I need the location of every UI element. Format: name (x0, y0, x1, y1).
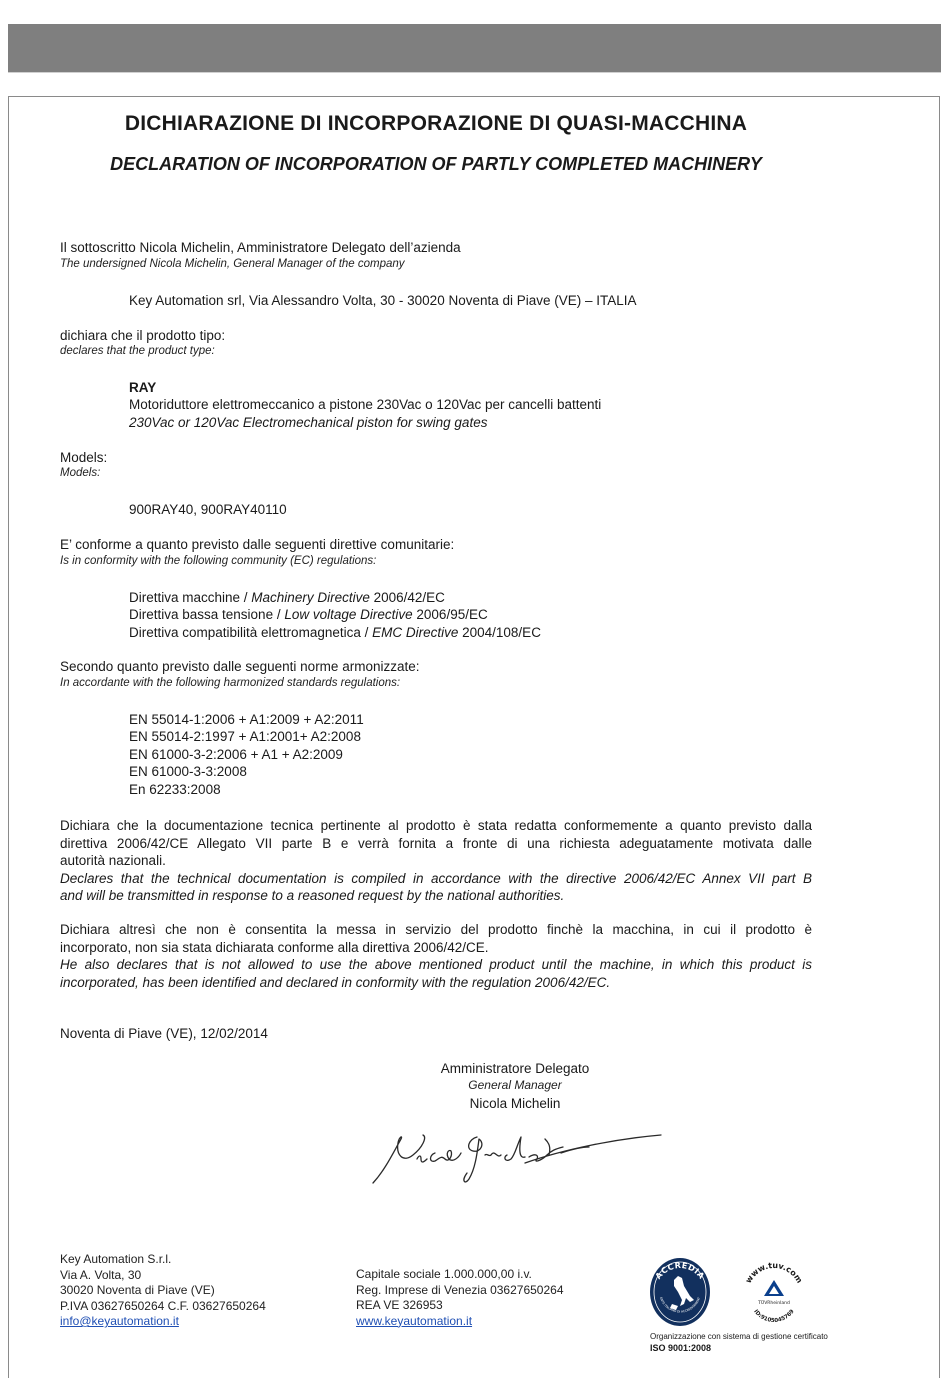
intro-en: The undersigned Nicola Michelin, General Manager of the company (60, 258, 405, 270)
footer-registry: Reg. Imprese di Venezia 03627650264 (356, 1282, 564, 1297)
signatory-role-en: General Manager (468, 1078, 562, 1092)
standard-item: EN 61000-3-2:2006 + A1 + A2:2009 (129, 747, 343, 762)
conformity-en: Is in conformity with the following community (EC) regulations: (60, 555, 377, 567)
directive-row: Direttiva macchine / Machinery Directive 2006/42/EC (129, 590, 445, 605)
accredia-text: ACCREDIA (653, 1260, 707, 1281)
product-name: RAY (129, 380, 157, 395)
product-desc-it: Motoriduttore elettromeccanico a pistone 230Vac o 120Vac per cancelli battenti (129, 397, 602, 412)
models-value: 900RAY40, 900RAY40110 (129, 502, 287, 517)
tuv-id: ID:9105045769 (752, 1308, 796, 1325)
conformity-it: E’ conforme a quanto previsto dalle seguenti direttive comunitarie: (60, 537, 455, 552)
standard-item: EN 55014-2:1997 + A1:2001+ A2:2008 (129, 729, 361, 744)
tuv-name: TÜVRheinland (758, 1301, 790, 1306)
place-date: Noventa di Piave (VE), 12/02/2014 (60, 1026, 268, 1041)
signature-text: Nicola Michelin (365, 1125, 372, 1126)
models-label-en: Models: (60, 467, 101, 479)
product-desc-en: 230Vac or 120Vac Electromechanical piston for swing gates (129, 415, 488, 430)
standard-item: EN 55014-1:2006 + A1:2009 + A2:2011 (129, 712, 364, 727)
footer-street: Via A. Volta, 30 (60, 1267, 142, 1282)
certification-caption: Organizzazione con sistema di gestione certificato (650, 1332, 828, 1341)
footer-tax: P.IVA 03627650264 C.F. 03627650264 (60, 1298, 266, 1313)
signatory-name: Nicola Michelin (469, 1096, 561, 1111)
declares-it: dichiara che il prodotto tipo: (60, 328, 226, 343)
document-title: DICHIARAZIONE DI INCORPORAZIONE DI QUASI-MACCHINA (124, 112, 748, 135)
iso-label: ISO 9001:2008 (650, 1343, 712, 1353)
directive-row: Direttiva compatibilità elettromagnetica / EMC Directive 2004/108/EC (129, 625, 541, 640)
signatory-role-it: Amministratore Delegato (440, 1061, 590, 1076)
accredia-subtext: ENTE ITALIANO DI ACCREDITAMENT (658, 1296, 702, 1314)
technical-documentation-paragraph: Dichiara che la documentazione tecnica pertinente al prodotto è stata redatta conformemente a quanto previsto dalla direttiva 2006/42/CE Allegato VII parte B e verrà fornita a fronte di una richiesta adeguatamente motivata dalle autorità nazionali. Declares that the technical documentation is compiled in accordance with the directive 2006/42/EC Annex VII part B and will be transmitted in response to a reasoned request by the national authorities. (60, 818, 812, 904)
footer-city: 30020 Noventa di Piave (VE) (60, 1283, 215, 1297)
models-label-it: Models: (60, 450, 108, 465)
footer-rea: REA VE 326953 (356, 1298, 443, 1312)
directive-row: Direttiva bassa tensione / Low voltage Directive 2006/95/EC (129, 607, 488, 622)
standard-item: En 62233:2008 (129, 782, 221, 797)
header-bar (8, 24, 941, 72)
standard-item: EN 61000-3-3:2008 (129, 764, 247, 779)
footer-capital: Capitale sociale 1.000.000,00 i.v. (356, 1267, 532, 1281)
website-link[interactable]: www.keyautomation.it (356, 1313, 473, 1328)
document-subtitle: DECLARATION OF INCORPORATION OF PARTLY COMPLETED MACHINERY (110, 154, 762, 174)
signature (365, 1125, 665, 1187)
standards-intro-en: In accordante with the following harmonized standards regulations: (60, 677, 401, 689)
company-address: Key Automation srl, Via Alessandro Volta, 30 - 30020 Noventa di Piave (VE) – ITALIA (129, 293, 637, 308)
service-paragraph: Dichiara altresì che non è consentita la messa in servizio del prodotto finchè la macchina, in cui il prodotto è incorporato, non sia stata dichiarata conforme alla direttiva 2006/42/CE. He also declares that is not allowed to use the above mentioned product until the machine, in which this product is incorporated, has been identified and declared in conformity with the regulation 2006/42/EC. (60, 922, 812, 990)
footer-company-info (60, 1252, 266, 1330)
standards-intro-it: Secondo quanto previsto dalle seguenti norme armonizzate: (60, 659, 420, 674)
intro-it: Il sottoscritto Nicola Michelin, Amministratore Delegato dell’azienda (60, 240, 461, 255)
tuv-url: www.tuv.com (743, 1260, 805, 1285)
footer-registry-info (356, 1267, 564, 1329)
email-link[interactable]: info@keyautomation.it (60, 1314, 179, 1328)
declares-en: declares that the product type: (60, 345, 215, 357)
footer-company: Key Automation S.r.l. (60, 1252, 172, 1266)
accredia-logo (648, 1256, 712, 1332)
tuv-logo (738, 1258, 810, 1330)
